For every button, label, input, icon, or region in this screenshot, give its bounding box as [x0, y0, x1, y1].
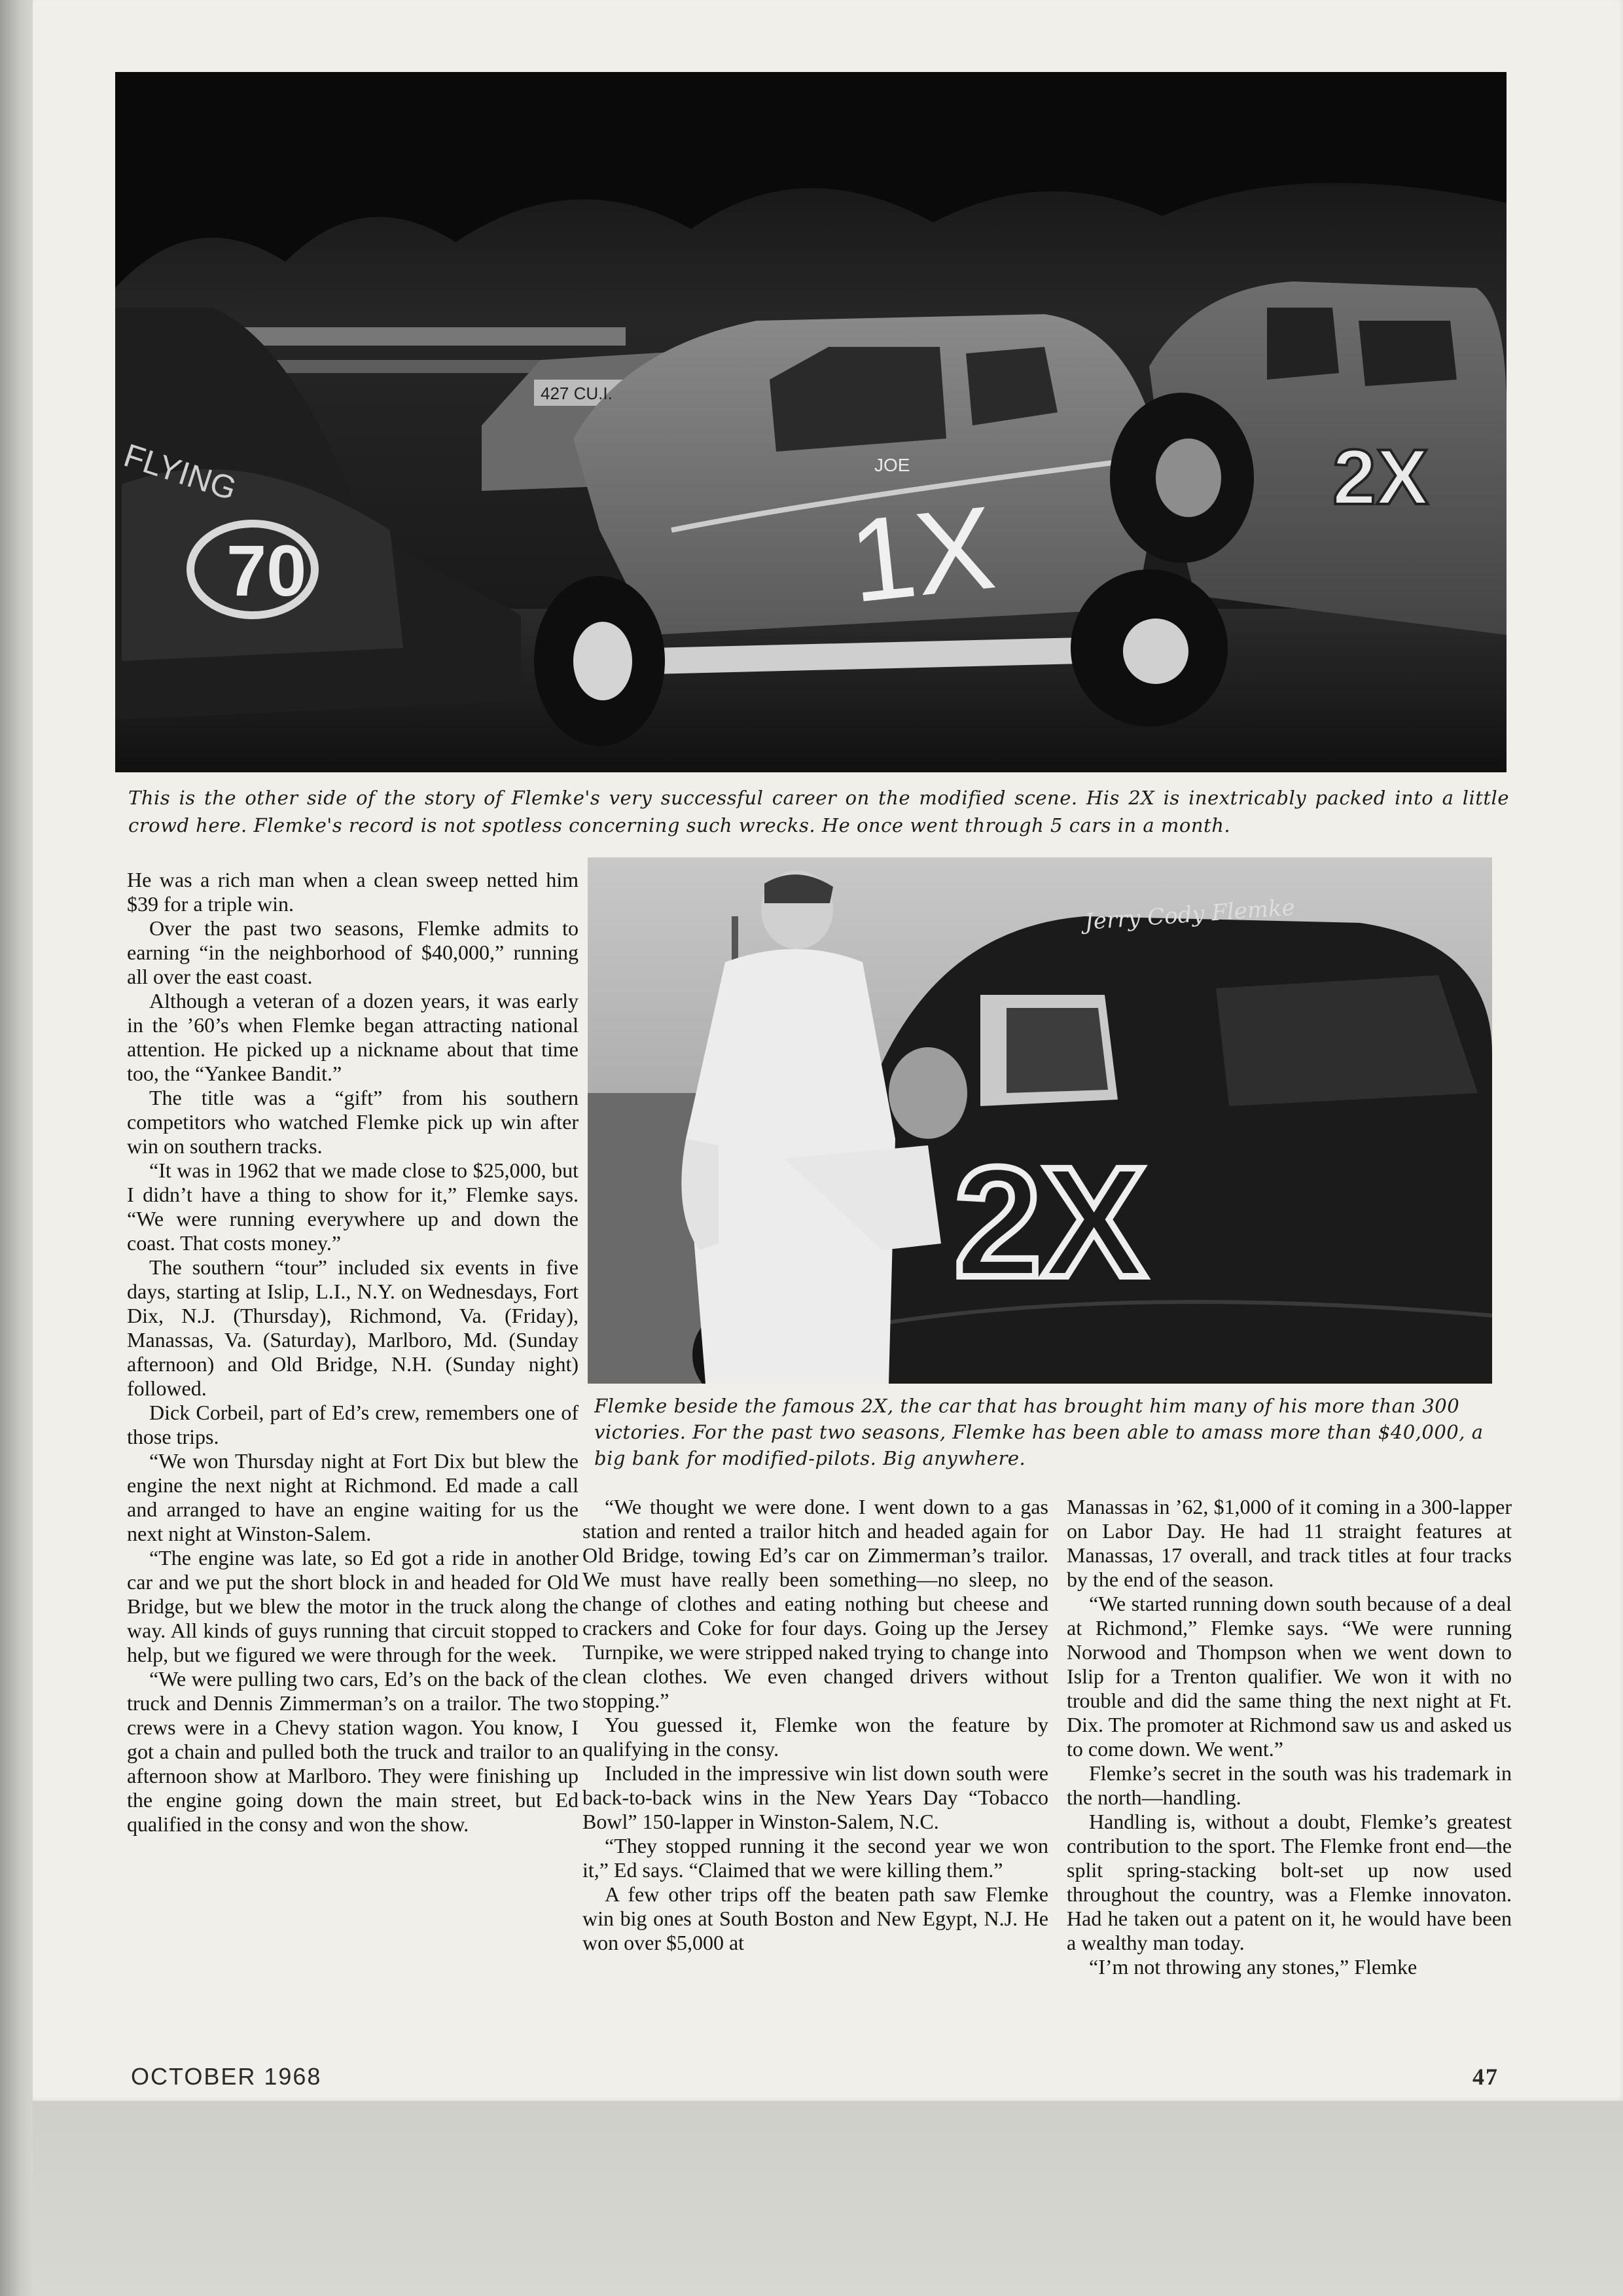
paragraph: Over the past two seasons, Flemke admits to earning “in the neighborhood of $40,000,” running all over the east coast. [127, 916, 579, 988]
roof-lettering: Jerry Cody Flemke [1083, 894, 1296, 935]
paragraph: “We thought we were done. I went down to a gas station and rented a trailor hitch and headed again for Old Bridge, towing Ed’s car on Zimmerman’s trailor. We must have really been something—no sleep, no change of clothes and eating nothing but cheese and crackers and Coke for four days. Going up the Jersey Turnpike, we were stripped naked trying to change into clean clothes. We even changed drivers without stopping.” [582, 1495, 1048, 1712]
driver-portrait-photo-icon [588, 857, 1492, 1384]
paragraph: “We won Thursday night at Fort Dix but blew the engine the next night at Richmond. Ed made a call and arranged to have an engine waiting for us the next night at Winston-Salem. [127, 1449, 579, 1545]
top-photo-caption: This is the other side of the story of Flemke's very successful career on the modified scene. His 2X is inextricably packed into a little crowd here. Flemke's record is not spotless concerning such wrecks. He once went through 5 cars in a month. [128, 787, 1509, 836]
page-number: 47 [1472, 2064, 1499, 2090]
paragraph: Dick Corbeil, part of Ed’s crew, remembers one of those trips. [127, 1401, 579, 1448]
paragraph: A few other trips off the beaten path saw Flemke win big ones at South Boston and New Egypt, N.J. He won over $5,000 at [582, 1882, 1048, 1954]
paragraph: Although a veteran of a dozen years, it was early in the ’60’s when Flemke began attracting national attention. He picked up a nickname about that time too, the “Yankee Bandit.” [127, 989, 579, 1085]
article-column-right [1067, 1495, 1512, 1979]
car-label-joe: JOE [874, 455, 910, 475]
portrait-car-number: 2X [954, 1134, 1147, 1310]
article-column-middle [582, 1495, 1048, 1955]
paragraph: “We were pulling two cars, Ed’s on the back of the truck and Dennis Zimmerman’s on a trailor. The two crews were in a Chevy station wagon. You know, I got a chain and pulled both the truck and trailor to an afternoon show at Marlboro. They were finishing up the engine going down the main street, but Ed qualified in the consy and won the show. [127, 1667, 579, 1836]
race-cars-photo-icon [115, 72, 1507, 772]
driver-portrait-photo [588, 857, 1492, 1384]
paragraph: “We started running down south because of a deal at Richmond,” Flemke says. “We were running Norwood and Thompson when we went down to Islip for a Trenton qualifier. We won it with no trouble and did the same thing the next night at Ft. Dix. The promoter at Richmond saw us and asked us to come down. We went.” [1067, 1592, 1512, 1761]
paragraph: The southern “tour” included six events in five days, starting at Islip, L.I., N.Y. on Wednesdays, Fort Dix, N.J. (Thursday), Richmond, Va. (Friday), Manassas, Va. (Saturday), Marlboro, Md. (Sunday afternoon) and Old Bridge, N.H. (Sunday night) followed. [127, 1255, 579, 1400]
car-number-70: 70 [226, 531, 307, 611]
car-number-2x: 2X [1332, 433, 1429, 521]
race-cars-photo [115, 72, 1507, 772]
paragraph: Flemke’s secret in the south was his trademark in the north—handling. [1067, 1761, 1512, 1809]
paragraph: He was a rich man when a clean sweep netted him $39 for a triple win. [127, 868, 579, 916]
paragraph: “I’m not throwing any stones,” Flemke [1089, 1955, 1418, 1979]
paragraph: Manassas in ’62, $1,000 of it coming in a 300-lapper on Labor Day. He had 11 straight features at Manassas, 17 overall, and track titles at four tracks by the end of the season. [1067, 1495, 1512, 1591]
car-number-1x: 1X [844, 481, 1001, 628]
paragraph: Handling is, without a doubt, Flemke’s greatest contribution to the sport. The Flemke front end—the split spring-stacking bolt-set up now used throughout the country, was a Flemke innovaton. Had he taken out a patent on it, he would have been a wealthy man today. [1067, 1810, 1512, 1954]
paragraph: “The engine was late, so Ed got a ride in another car and we put the short block in and headed for Old Bridge, but we blew the motor in the truck along the way. All kinds of guys running that circuit stopped to help, but we figured we were through for the week. [127, 1546, 579, 1666]
paragraph: The title was a “gift” from his southern competitors who watched Flemke pick up win after win on southern tracks. [127, 1086, 579, 1158]
engine-label: 427 CU.I. [541, 384, 613, 403]
car-label-flying: FLYING [119, 437, 241, 508]
paragraph: You guessed it, Flemke won the feature by qualifying in the consy. [582, 1713, 1048, 1761]
issue-date: OCTOBER 1968 [131, 2063, 322, 2090]
portrait-photo-caption: Flemke beside the famous 2X, the car that has brought him many of his more than 300 victories. For the past two seasons, Flemke has been able to amass more than $40,000, a big bank for modified-pilots. Big anywhere. [594, 1395, 1484, 1469]
paragraph: Included in the impressive win list down south were back-to-back wins in the New Years Day “Tobacco Bowl” 150-lapper in Winston-Salem, N.C. [582, 1761, 1048, 1833]
scanner-background [33, 2101, 1623, 2296]
scan-binding-edge [0, 0, 33, 2296]
paragraph: “It was in 1962 that we made close to $25,000, but I didn’t have a thing to show for it,” Flemke says. “We were running everywhere up and down the coast. That costs money.” [127, 1158, 579, 1255]
article-column-left [127, 868, 579, 1837]
paragraph: “They stopped running it the second year we won it,” Ed says. “Claimed that we were killing them.” [582, 1834, 1048, 1882]
